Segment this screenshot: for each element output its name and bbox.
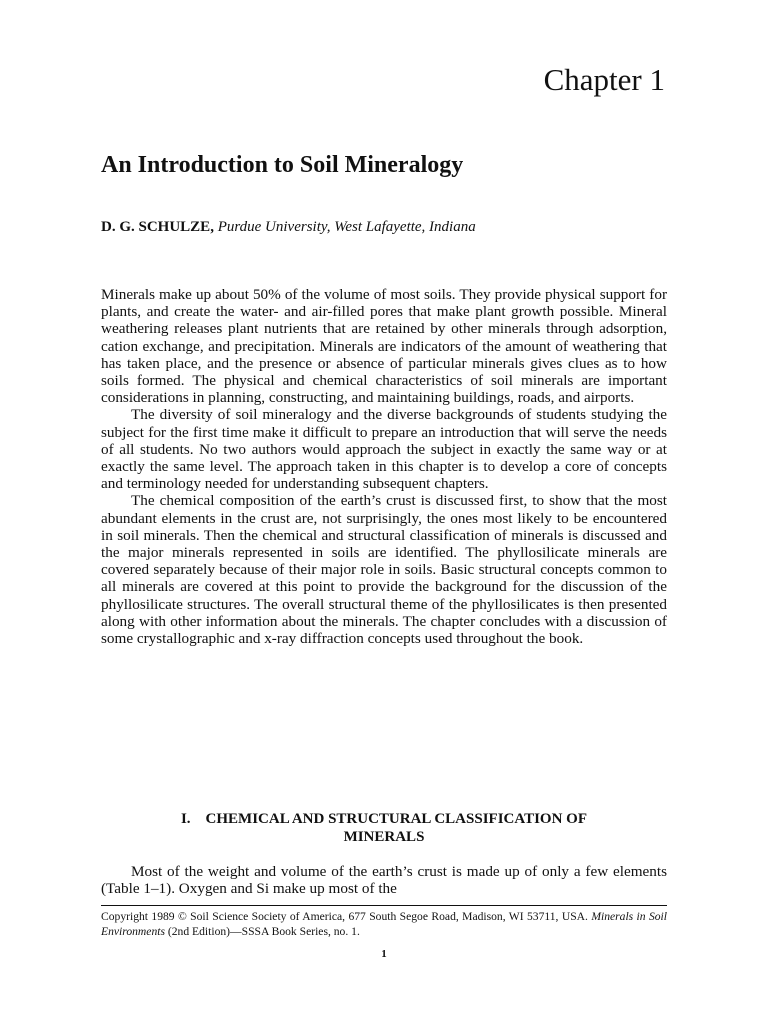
body-paragraph: Most of the weight and volume of the earth’s crust is made up of only a few elements (Table 1–1). Oxygen and Si make up most of the xyxy=(101,863,667,898)
footnote-divider xyxy=(101,905,667,906)
copyright-footnote xyxy=(101,909,667,939)
author-name: D. G. SCHULZE, xyxy=(101,219,214,235)
chapter-title: An Introduction to Soil Mineralogy xyxy=(101,152,464,178)
byline xyxy=(101,218,476,236)
body-paragraph: Minerals make up about 50% of the volume of most soils. They provide physical support for plants, and create the water- and air-filled pores that make plant growth possible. Mineral weathering releases plant nutrients that are retained by other minerals through adsorption, cation exchange, and precipitation. Minerals are indicators of the amount of weathering that has taken place, and the presence or absence of particular minerals gives clues as to how soils formed. The physical and chemical characteristics of soil minerals are important considerations in planning, constructing, and maintaining buildings, roads, and airports. xyxy=(101,286,667,407)
page-number: 1 xyxy=(381,948,387,960)
intro-body xyxy=(101,286,667,647)
body-paragraph: The diversity of soil mineralogy and the diverse backgrounds of students studying the subject for the first time make it difficult to prepare an introduction that will serve the needs of all students. No two authors would approach the subject in exactly the same way or at exactly the same level. The approach taken in this chapter is to develop a core of concepts and terminology needed for understanding subsequent chapters. xyxy=(101,406,667,493)
book-title: Minerals in Soil Environments xyxy=(101,910,668,938)
section-heading xyxy=(101,810,667,846)
chapter-label: Chapter 1 xyxy=(543,62,665,97)
author-affiliation: Purdue University, West Lafayette, Indiana xyxy=(217,219,476,235)
section-heading-line: MINERALS xyxy=(343,829,425,845)
section-heading-line: I. CHEMICAL AND STRUCTURAL CLASSIFICATION OF xyxy=(180,811,588,827)
body-paragraph: The chemical composition of the earth’s crust is discussed first, to show that the most abundant elements in the crust are, not surprisingly, the ones most likely to be encountered in soil minerals. Then the chemical and structural classification of minerals is discussed and the major minerals represented in soils are identified. The phyllosilicate minerals are covered separately because of their major role in soils. Basic structural concepts common to all minerals are covered at this point to provide the background for the discussion of the phyllosilicate structures. The overall structural theme of the phyllosilicates is then presented along with other information about the minerals. The chapter concludes with a discussion of some crystallographic and x-ray diffraction concepts used throughout the book. xyxy=(101,492,667,648)
section-body xyxy=(101,863,667,897)
footnote-text: (2nd Edition)—SSSA Book Series, no. 1. xyxy=(164,925,360,938)
footnote-text: Copyright 1989 © Soil Science Society of America, 677 South Segoe Road, Madison, WI 53711, USA. xyxy=(101,910,592,923)
